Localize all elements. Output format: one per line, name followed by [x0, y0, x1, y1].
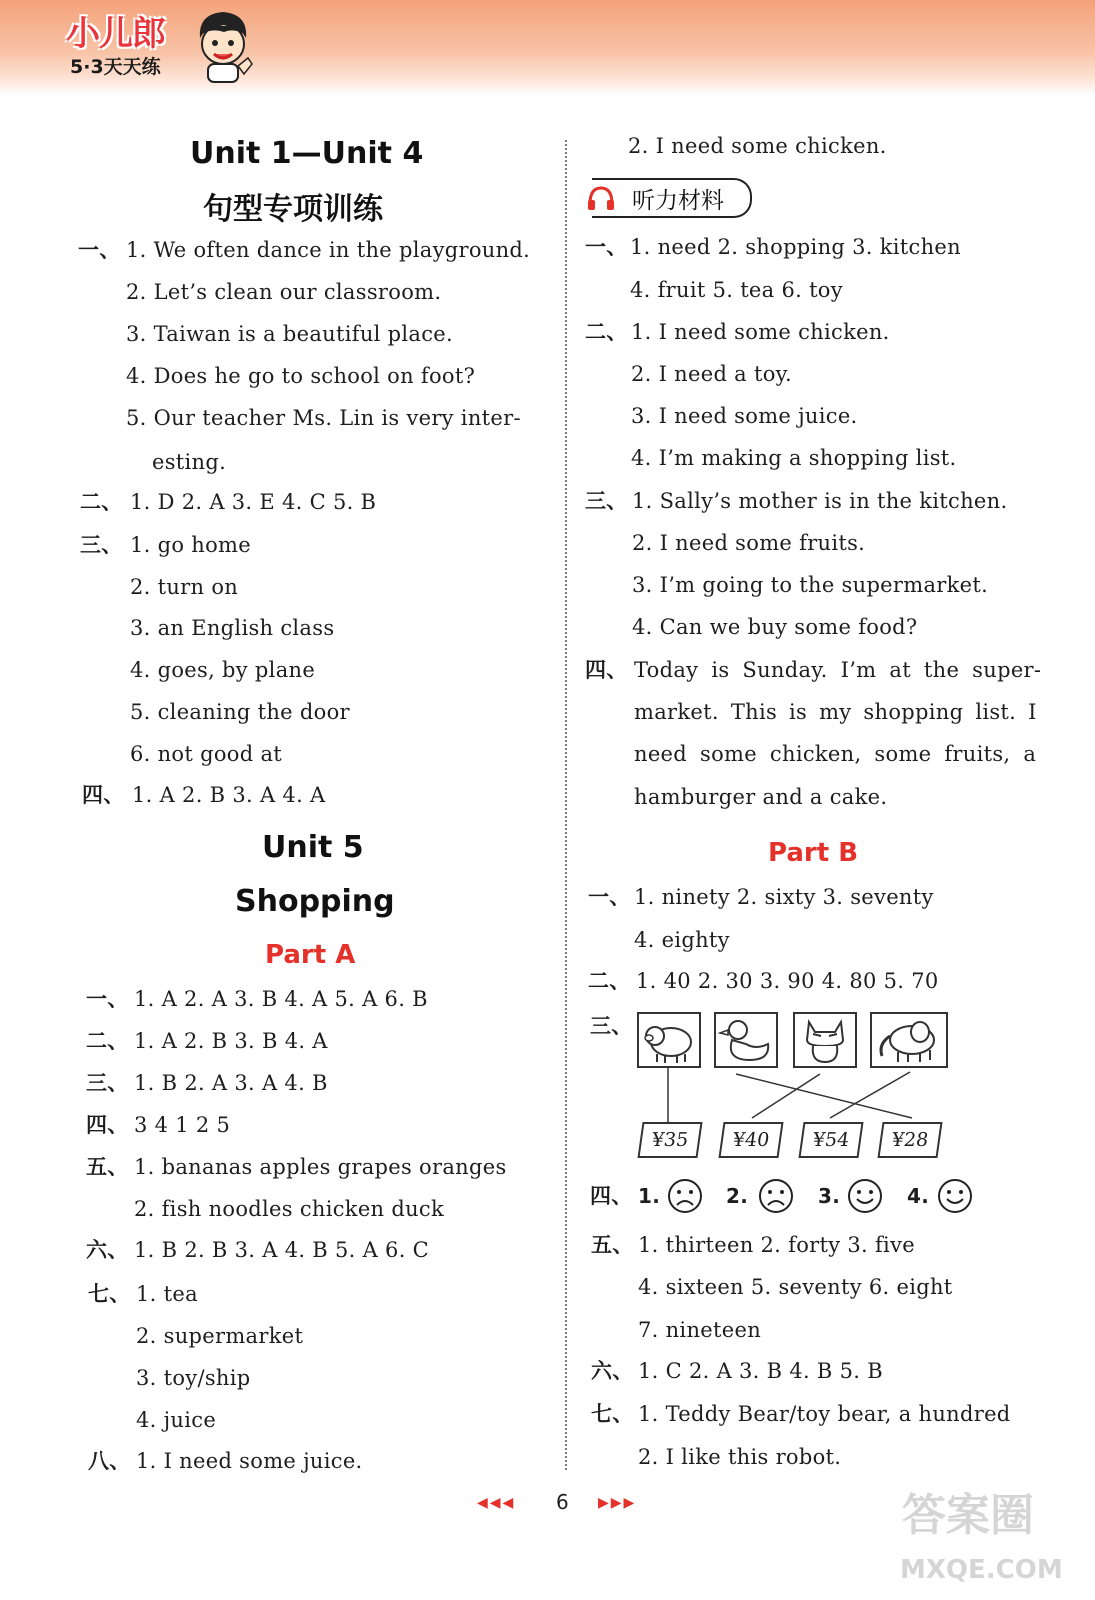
headphones-icon [586, 184, 616, 212]
a7-item-2: 2. supermarket [136, 1324, 304, 1348]
pig-icon [639, 1014, 699, 1066]
a1-mark: 一、 [86, 987, 129, 1011]
s4-answers: 1. A 2. B 3. A 4. A [132, 783, 326, 807]
watermark-line1: 答案圈 [902, 1490, 1034, 1541]
b2-mark: 二、 [588, 969, 631, 993]
pig-picture [637, 1012, 701, 1068]
price-tag-2: ¥40 [718, 1122, 783, 1158]
b4-label-3: 3. [818, 1184, 841, 1208]
heading-part-a: Part A [265, 940, 356, 970]
cat-picture [793, 1012, 857, 1068]
s1-item-5-cont: esting. [152, 450, 227, 474]
a4-mark: 四、 [86, 1113, 129, 1137]
s3-item-5: 5. cleaning the door [130, 700, 350, 724]
section-3-mark: 三、 [80, 533, 123, 557]
a7-item-3: 3. toy/ship [136, 1366, 251, 1390]
duck-icon [716, 1014, 776, 1066]
s3-item-1: 1. go home [130, 533, 251, 557]
r4-line-2: market. This is my shopping list. I [634, 700, 1037, 724]
prev-arrows-icon: ◀◀◀ [477, 1495, 516, 1511]
mascot-boy-icon [190, 8, 256, 84]
r4-line-3: need some chicken, some fruits, a [634, 742, 1037, 766]
r-top-line: 2. I need some chicken. [628, 134, 887, 158]
r3-item-2: 2. I need some fruits. [632, 531, 866, 555]
b3-mark: 三、 [590, 1014, 633, 1038]
price-tag-1: ¥35 [637, 1122, 702, 1158]
s2-answers: 1. D 2. A 3. E 4. C 5. B [130, 490, 377, 514]
heading-shopping: Shopping [235, 884, 395, 919]
b7-item-2: 2. I like this robot. [638, 1445, 842, 1469]
listening-material-tag [592, 178, 752, 218]
match-line-elephant [830, 1072, 910, 1118]
brand-logo [62, 6, 252, 86]
r1-item-2: 4. fruit 5. tea 6. toy [630, 278, 843, 302]
b4-mark: 四、 [590, 1184, 633, 1208]
b7-mark: 七、 [591, 1402, 634, 1426]
b4-label-2: 2. [726, 1184, 749, 1208]
watermark-line2: MXQE.COM [900, 1555, 1063, 1585]
r1-item-1: 1. need 2. shopping 3. kitchen [630, 235, 961, 259]
a7-item-1: 1. tea [136, 1282, 198, 1306]
a8-mark: 八、 [88, 1449, 131, 1473]
b4-label-1: 1. [638, 1184, 661, 1208]
b7-item-1: 1. Teddy Bear/toy bear, a hundred [638, 1402, 1011, 1426]
s1-item-1: 1. We often dance in the playground. [126, 238, 531, 262]
matching-lines [630, 1062, 950, 1128]
a3-mark: 三、 [86, 1071, 129, 1095]
sad-face-icon [758, 1178, 794, 1214]
heading-unit1-4-subtitle: 句型专项训练 [203, 192, 383, 227]
heading-unit5: Unit 5 [262, 830, 364, 865]
s3-item-6: 6. not good at [130, 742, 282, 766]
r2-item-3: 3. I need some juice. [631, 404, 858, 428]
a6-mark: 六、 [86, 1238, 129, 1262]
a2-mark: 二、 [86, 1029, 129, 1053]
a1-answers: 1. A 2. A 3. B 4. A 5. A 6. B [134, 987, 428, 1011]
a5-item-1: 1. bananas apples grapes oranges [134, 1155, 507, 1179]
price-tag-3: ¥54 [798, 1122, 863, 1158]
logo-title: 小儿郎 [66, 14, 165, 54]
r2-item-2: 2. I need a toy. [631, 362, 793, 386]
page-number: 6 [556, 1490, 569, 1514]
a5-item-2: 2. fish noodles chicken duck [134, 1197, 444, 1221]
section-2-mark: 二、 [80, 490, 123, 514]
b6-mark: 六、 [591, 1359, 634, 1383]
r1-mark: 一、 [585, 235, 628, 259]
b1-item-1: 1. ninety 2. sixty 3. seventy [634, 885, 934, 909]
happy-face-icon [847, 1178, 883, 1214]
column-divider [565, 140, 567, 1470]
s1-item-2: 2. Let’s clean our classroom. [126, 280, 442, 304]
happy-face-icon [937, 1178, 973, 1214]
r3-item-1: 1. Sally’s mother is in the kitchen. [632, 489, 1008, 513]
heading-unit1-4: Unit 1—Unit 4 [190, 136, 424, 171]
r3-mark: 三、 [585, 489, 628, 513]
b6-answers: 1. C 2. A 3. B 4. B 5. B [638, 1359, 883, 1383]
duck-picture [714, 1012, 778, 1068]
a8-answer: 1. I need some juice. [136, 1449, 363, 1473]
section-1-mark: 一、 [78, 238, 121, 262]
r3-item-4: 4. Can we buy some food? [632, 615, 918, 639]
r2-item-1: 1. I need some chicken. [631, 320, 890, 344]
s3-item-4: 4. goes, by plane [130, 658, 316, 682]
a3-answers: 1. B 2. A 3. A 4. B [134, 1071, 328, 1095]
a7-item-4: 4. juice [136, 1408, 217, 1432]
s1-item-5: 5. Our teacher Ms. Lin is very inter- [126, 406, 521, 430]
a5-mark: 五、 [86, 1155, 129, 1179]
watermark-logo [898, 1478, 1068, 1588]
r4-mark: 四、 [585, 658, 628, 682]
listening-label: 听力材料 [632, 188, 724, 214]
b5-item-1: 1. thirteen 2. forty 3. five [638, 1233, 915, 1257]
a7-mark: 七、 [88, 1282, 131, 1306]
a4-answers: 3 4 1 2 5 [134, 1113, 231, 1137]
b5-item-3: 7. nineteen [638, 1318, 762, 1342]
r4-line-4: hamburger and a cake. [634, 785, 888, 809]
s3-item-2: 2. turn on [130, 575, 239, 599]
r4-line-1: Today is Sunday. I’m at the super- [634, 658, 1042, 682]
a6-answers: 1. B 2. B 3. A 4. B 5. A 6. C [134, 1238, 430, 1262]
heading-part-b: Part B [768, 838, 859, 868]
r2-mark: 二、 [585, 320, 628, 344]
b5-item-2: 4. sixteen 5. seventy 6. eight [638, 1275, 953, 1299]
elephant-icon [872, 1014, 946, 1066]
section-4-mark: 四、 [82, 783, 125, 807]
b5-mark: 五、 [591, 1233, 634, 1257]
cat-icon [795, 1014, 855, 1066]
a2-answers: 1. A 2. B 3. B 4. A [134, 1029, 328, 1053]
r3-item-3: 3. I’m going to the supermarket. [632, 573, 989, 597]
logo-subtitle: 5·3天天练 [70, 56, 161, 78]
price-tag-4: ¥28 [877, 1122, 942, 1158]
b1-mark: 一、 [588, 885, 631, 909]
s1-item-4: 4. Does he go to school on foot? [126, 364, 476, 388]
r2-item-4: 4. I’m making a shopping list. [631, 446, 957, 470]
s3-item-3: 3. an English class [130, 616, 335, 640]
s1-item-3: 3. Taiwan is a beautiful place. [126, 322, 453, 346]
elephant-picture [870, 1012, 948, 1068]
b2-answers: 1. 40 2. 30 3. 90 4. 80 5. 70 [636, 969, 939, 993]
b4-label-4: 4. [907, 1184, 930, 1208]
b1-item-2: 4. eighty [634, 928, 730, 952]
sad-face-icon [667, 1178, 703, 1214]
next-arrows-icon: ▶▶▶ [598, 1495, 637, 1511]
